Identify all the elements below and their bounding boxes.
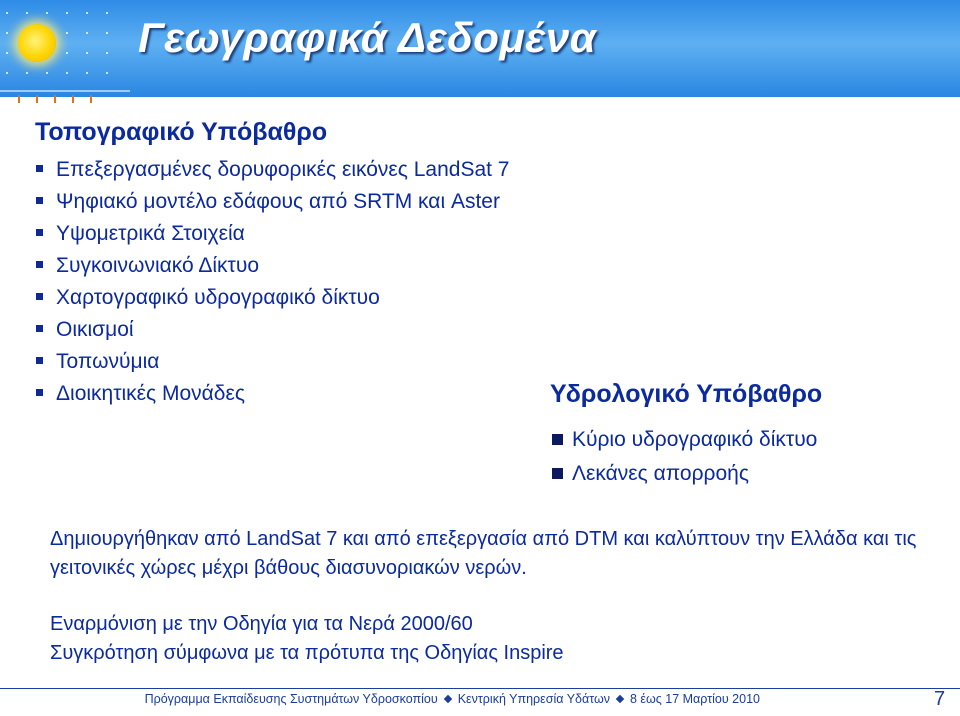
square-bullet-icon [36, 165, 43, 172]
footer-divider [0, 688, 960, 689]
slide-footer [0, 692, 760, 706]
footer-agency: Κεντρική Υπηρεσία Υδάτων [457, 692, 610, 706]
list-item [36, 154, 510, 186]
list-item-label: Ψηφιακό μοντέλο εδάφους από SRTM και Aster [56, 190, 500, 213]
square-bullet-icon [552, 434, 563, 445]
square-bullet-icon [36, 389, 43, 396]
diamond-separator-icon [616, 695, 624, 703]
list-item-label: Συγκοινωνιακό Δίκτυο [56, 254, 260, 277]
square-bullet-icon [36, 197, 43, 204]
list-item [36, 250, 510, 282]
list-item-label: Κύριο υδρογραφικό δίκτυο [572, 428, 818, 451]
footer-dates: 8 έως 17 Μαρτίου 2010 [630, 692, 760, 706]
list-item [36, 218, 510, 250]
square-bullet-icon [36, 229, 43, 236]
hydrological-heading: Υδρολογικό Υπόβαθρο [550, 380, 823, 408]
slide-title: Γεωγραφικά Δεδομένα [138, 14, 597, 61]
diamond-separator-icon [443, 695, 451, 703]
list-item [552, 457, 817, 491]
list-item [36, 314, 510, 346]
list-item-label: Διοικητικές Μονάδες [56, 382, 245, 405]
list-item [36, 186, 510, 218]
list-item [36, 378, 510, 410]
list-item-label: Υψομετρικά Στοιχεία [56, 222, 245, 245]
list-item-label: Επεξεργασμένες δορυφορικές εικόνες LandSat 7 [56, 158, 510, 181]
topographic-heading: Τοπογραφικό Υπόβαθρο [35, 118, 328, 146]
topographic-list [36, 154, 510, 410]
square-bullet-icon [36, 357, 43, 364]
page-number: 7 [934, 688, 946, 710]
square-bullet-icon [552, 468, 563, 479]
square-bullet-icon [36, 261, 43, 268]
list-item [36, 282, 510, 314]
compliance-note [50, 610, 930, 668]
list-item [552, 423, 817, 457]
square-bullet-icon [36, 325, 43, 332]
compliance-line: Συγκρότηση σύμφωνα με τα πρότυπα της Οδηγίας Inspire [50, 642, 564, 664]
hydrological-list [552, 423, 817, 491]
compliance-line: Εναρμόνιση με την Οδηγία για τα Νερά 2000/60 [50, 613, 473, 635]
list-item-label: Χαρτογραφικό υδρογραφικό δίκτυο [56, 286, 380, 309]
list-item-label: Οικισμοί [56, 318, 134, 341]
list-item [36, 346, 510, 378]
square-bullet-icon [36, 293, 43, 300]
footer-program: Πρόγραμμα Εκπαίδευσης Συστημάτων Υδροσκοπίου [144, 692, 438, 706]
list-item-label: Λεκάνες απορροής [572, 462, 749, 485]
list-item-label: Τοπωνύμια [56, 350, 160, 373]
data-source-note: Δημιουργήθηκαν από LandSat 7 και από επεξεργασία από DTM και καλύπτουν την Ελλάδα και τις γειτονικές χώρες μέχρι βάθους διασυνοριακών νερών. [50, 528, 917, 579]
